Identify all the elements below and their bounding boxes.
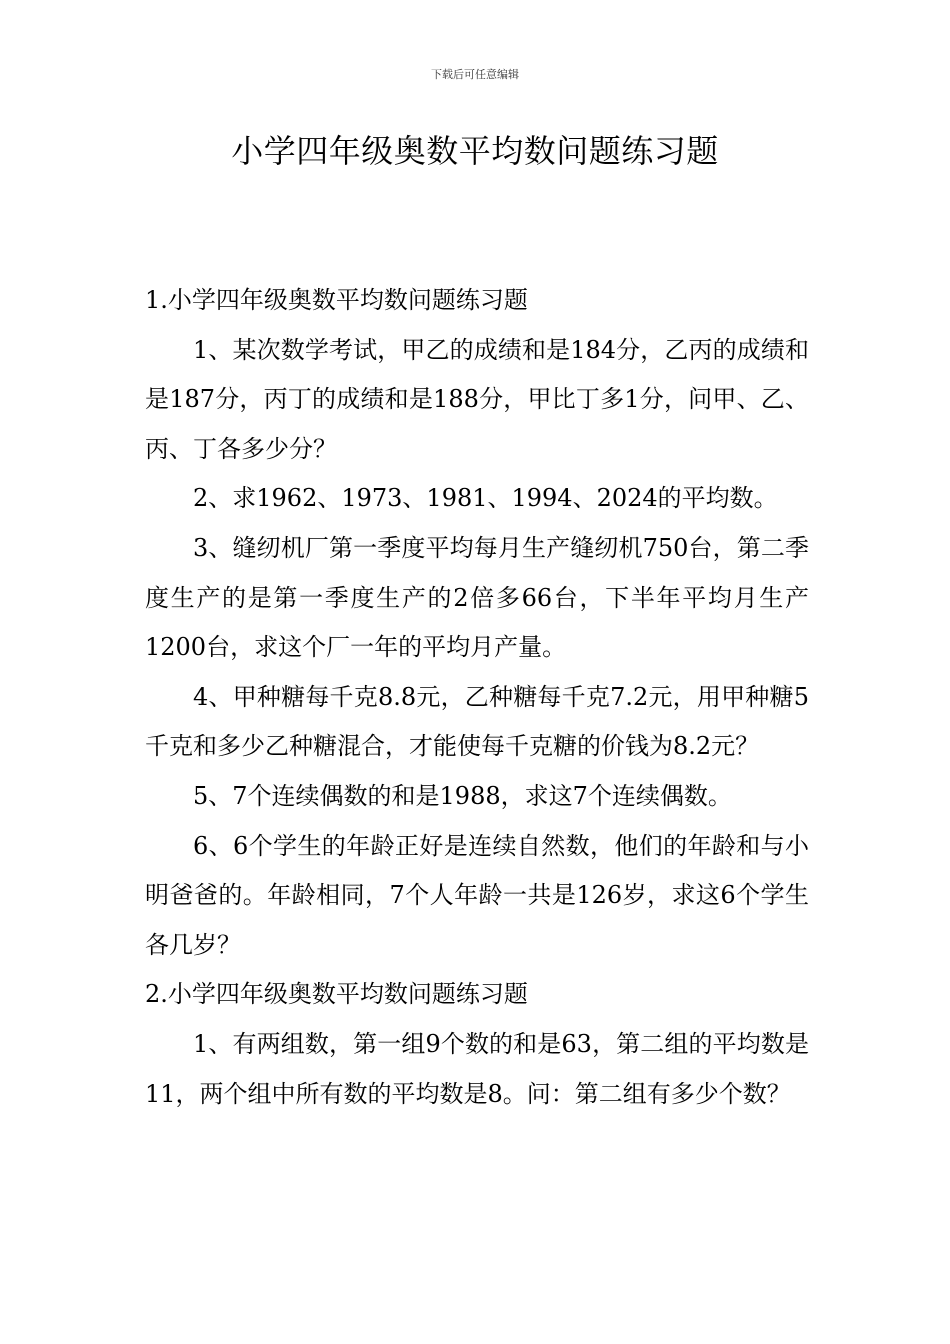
section-heading: 1.小学四年级奥数平均数问题练习题 [145, 286, 528, 314]
problem-4: 4、甲种糖每千克8.8元，乙种糖每千克7.2元，用甲种糖5千克和多少乙种糖混合，才能使每千克糖的价钱为8.2元？ [145, 682, 809, 761]
section-2 [145, 970, 809, 1119]
section-heading: 2.小学四年级奥数平均数问题练习题 [145, 980, 528, 1009]
problem-5: 5、7个连续偶数的和是1988，求这7个连续偶数。 [193, 781, 732, 810]
document-title: 小学四年级奥数平均数问题练习题 [231, 132, 719, 170]
problem-6: 6、6个学生的年龄正好是连续自然数，他们的年龄和与小明爸爸的。年龄相同，7个人年龄一共是126岁，求这6个学生各几岁？ [145, 831, 809, 959]
header-note: 下载后可任意编辑 [431, 68, 519, 81]
problem-1: 1、有两组数，第一组9个数的和是63，第二组的平均数是11，两个组中所有数的平均数是8。问：第二组有多少个数？ [145, 1029, 809, 1108]
document-body [145, 276, 809, 1119]
problem-1: 1、某次数学考试，甲乙的成绩和是184分，乙丙的成绩和是187分，丙丁的成绩和是188分，甲比丁多1分，问甲、乙、丙、丁各多少分？ [145, 335, 809, 463]
section-1 [145, 276, 809, 970]
problem-2: 2、求1962、1973、1981、1994、2024的平均数。 [193, 484, 778, 513]
problem-3: 3、缝纫机厂第一季度平均每月生产缝纫机750台，第二季度生产的是第一季度生产的2倍多66台，下半年平均月生产1200台，求这个厂一年的平均月产量。 [145, 533, 809, 662]
